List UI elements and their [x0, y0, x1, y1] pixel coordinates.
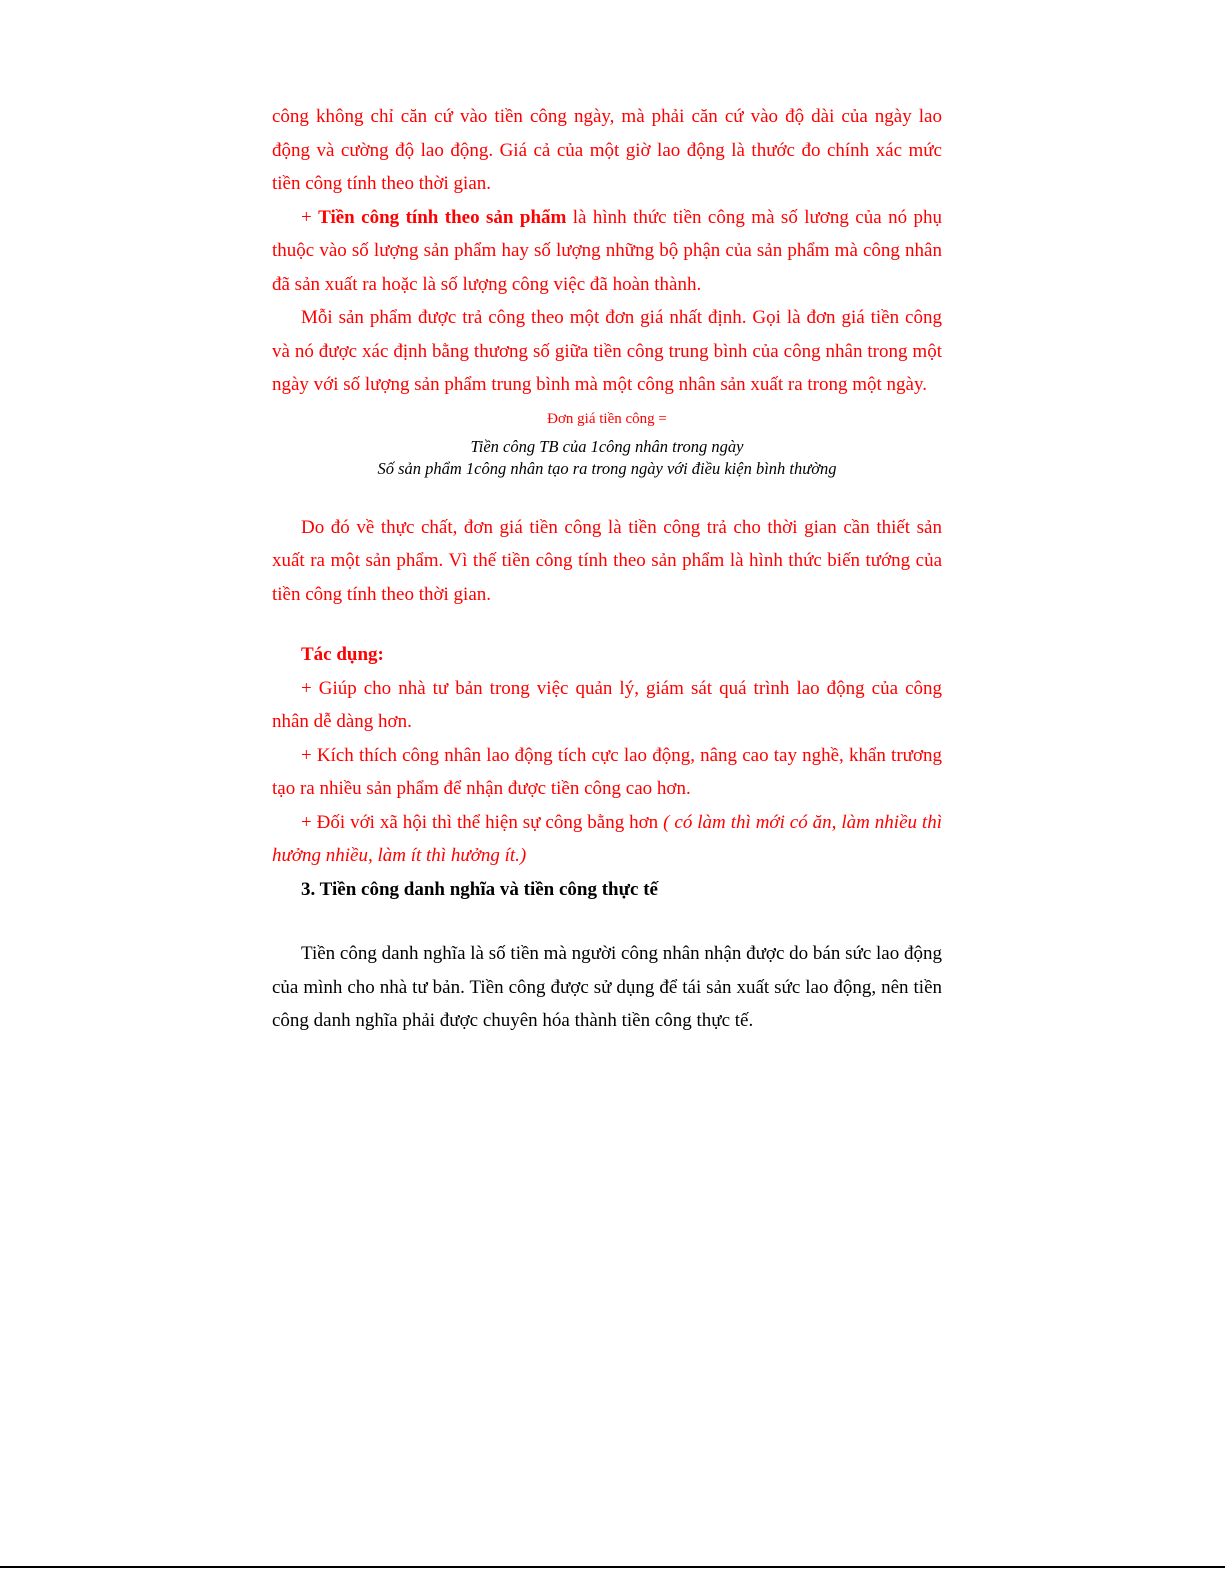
effect-fairness-text: + Đối với xã hội thì thể hiện sự công bằng hơn	[301, 811, 664, 833]
paragraph-essence-unit-wage: Do đó về thực chất, đơn giá tiền công là tiền công trả cho thời gian cần thiết sản xuất ra một sản phẩm. Vì thế tiền công tính theo sản phẩm là hình thức biến tướng của tiền công tính theo thời gian.	[272, 516, 942, 605]
paragraph-piece-wage-definition	[272, 201, 942, 302]
formula-denominator: Số sản phẩm 1công nhân tạo ra trong ngày với điều kiện bình thường	[377, 458, 837, 478]
effect-item-motivation: + Kích thích công nhân lao động tích cực lao động, nâng cao tay nghề, khẩn trương tạo ra nhiều sản phẩm để nhận được tiền công cao hơn.	[272, 744, 942, 799]
formula-numerator: Tiền công TB của 1công nhân trong ngày	[470, 436, 744, 456]
page-bottom-rule	[0, 1566, 1225, 1568]
formula-unit-wage	[272, 410, 942, 480]
piece-wage-definition-text: là hình thức tiền công mà số lương của nó phụ thuộc vào số lượng sản phẩm hay số lượng những bộ phận của sản phẩm mà công nhân đã sản xuất ra hoặc là số lượng công việc đã hoàn thành.	[272, 206, 942, 295]
effect-fairness-note: ( có làm thì mới có ăn, làm nhiều thì hưởng nhiều, làm ít thì hưởng ít.)	[272, 811, 942, 866]
paragraph-nominal-wage-definition: Tiền công danh nghĩa là số tiền mà người công nhân nhận được do bán sức lao động của mình cho nhà tư bản. Tiền công được sử dụng để tái sản xuất sức lao động, nên tiền công danh nghĩa phải được chuyên hóa thành tiền công thực tế.	[272, 943, 942, 1031]
term-piece-wage: Tiền công tính theo sản phẩm	[318, 206, 567, 228]
formula-label: Đơn giá tiền công =	[547, 410, 667, 427]
section-heading-nominal-real-wage: 3. Tiền công danh nghĩa và tiền công thực tế	[301, 878, 658, 900]
document-page	[272, 100, 942, 1038]
effect-item-fairness	[272, 806, 942, 873]
paragraph-time-wage-continuation: công không chỉ căn cứ vào tiền công ngày, mà phải căn cứ vào độ dài của ngày lao động và cường độ lao động. Giá cả của một giờ lao động là thước đo chính xác mức tiền công tính theo thời gian.	[272, 106, 942, 194]
effect-item-management: + Giúp cho nhà tư bản trong việc quản lý, giám sát quá trình lao động của công nhân dễ dàng hơn.	[272, 677, 942, 732]
paragraph-unit-price: Mỗi sản phẩm được trả công theo một đơn giá nhất định. Gọi là đơn giá tiền công và nó được xác định bằng thương số giữa tiền công trung bình của công nhân trong một ngày với số lượng sản phẩm trung bình mà một công nhân sản xuất ra trong một ngày.	[272, 307, 942, 395]
heading-effects: Tác dụng:	[301, 644, 384, 665]
bullet-plus: +	[301, 206, 319, 228]
